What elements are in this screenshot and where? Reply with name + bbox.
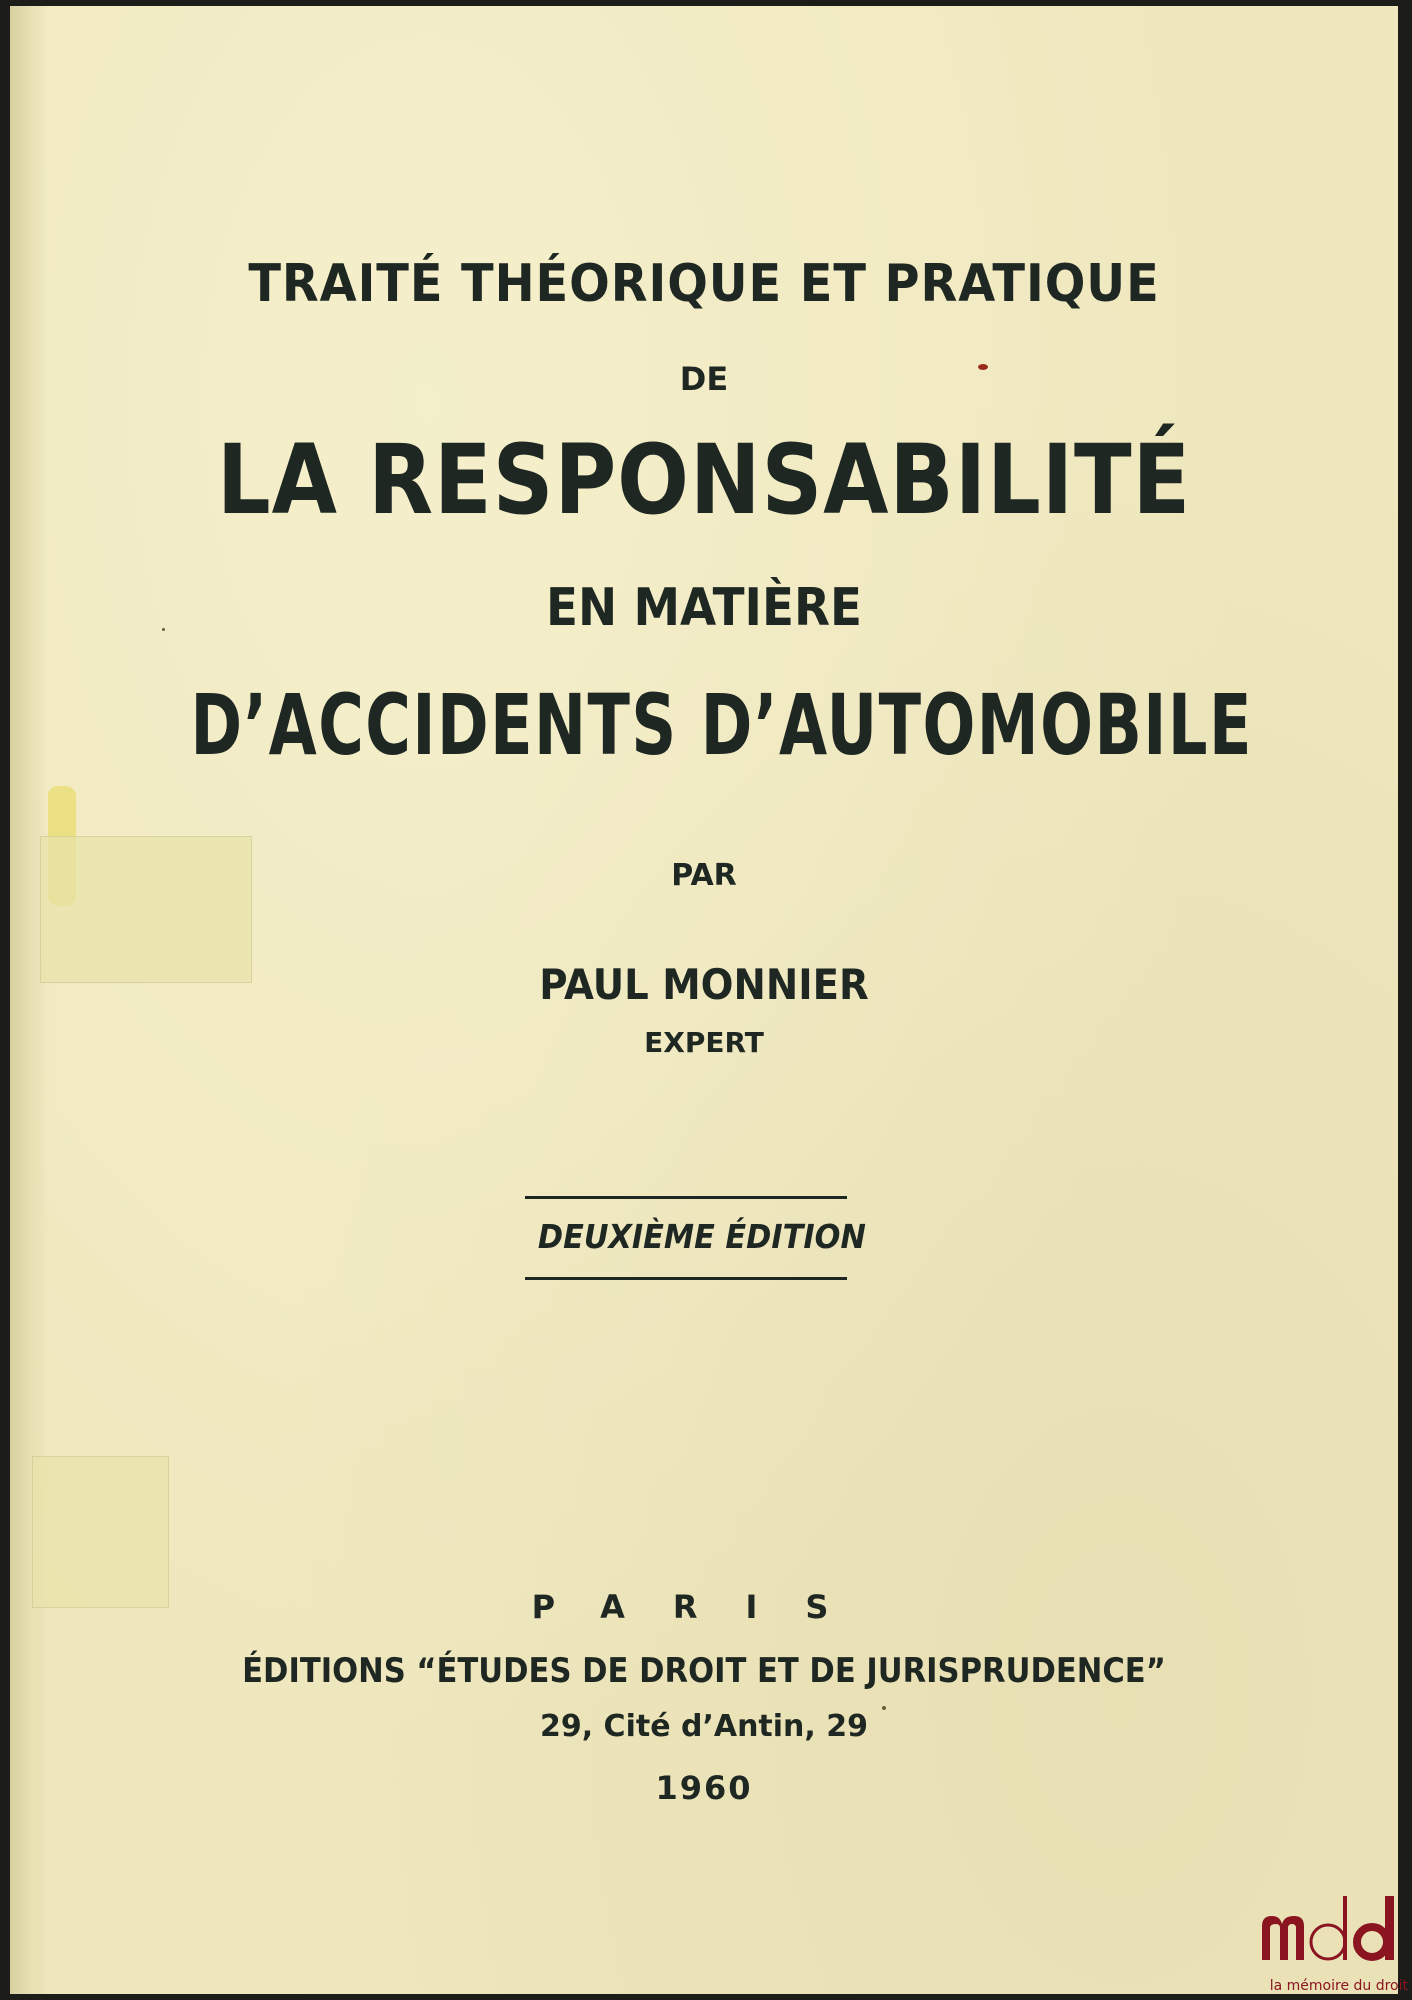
publication-year: 1960 [655,1769,753,1807]
title-line-2: DE [679,360,729,398]
author-name: PAUL MONNIER [539,960,869,1009]
edition-box [525,1196,866,1280]
city: PARIS [531,1588,877,1626]
mdd-logo-icon [1258,1882,1408,1972]
by-label: PAR [671,858,737,893]
mdd-logo [1258,1882,1408,1994]
logo-tagline: la mémoire du droit [1269,1978,1408,1994]
subtitle: D’ACCIDENTS D’AUTOMOBILE [190,676,1253,774]
publisher: ÉDITIONS “ÉTUDES DE DROIT ET DE JURISPRUDENCE” [242,1651,1166,1691]
main-title: LA RESPONSABILITÉ [216,424,1192,536]
title-line-4: EN MATIÈRE [546,578,862,638]
publisher-address: 29, Cité d’Antin, 29 [539,1709,869,1744]
edition-label: DEUXIÈME ÉDITION [537,1217,866,1256]
book-cover [10,6,1398,1994]
title-line-1: TRAITÉ THÉORIQUE ET PRATIQUE [248,254,1160,314]
author-role: EXPERT [644,1026,764,1059]
tape-patch [32,1456,169,1608]
spine-edge [10,6,46,1994]
